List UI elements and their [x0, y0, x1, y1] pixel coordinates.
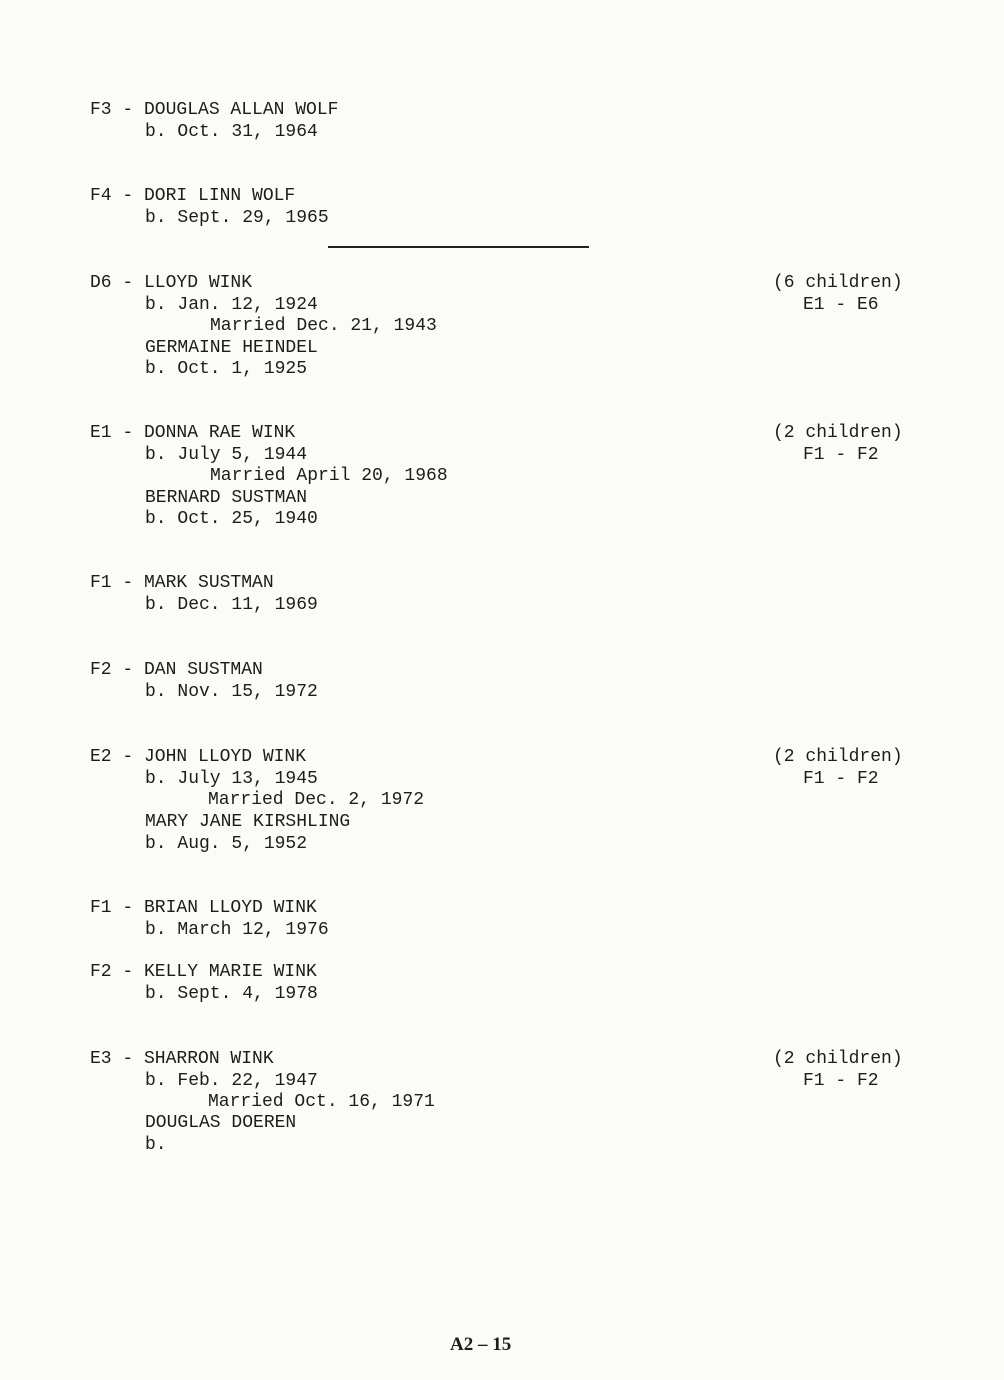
text-line: b. Sept. 4, 1978: [145, 984, 318, 1004]
text-line: F2 - DAN SUSTMAN: [90, 660, 263, 680]
section-divider: [328, 246, 589, 248]
text-line: E1 - DONNA RAE WINK: [90, 423, 296, 443]
text-line: BERNARD SUSTMAN: [145, 488, 308, 508]
text-line: (6 children): [773, 273, 903, 293]
text-line: b. Jan. 12, 1924: [145, 295, 318, 315]
text-line: b.: [145, 1135, 167, 1155]
text-line: b. July 5, 1944: [145, 445, 308, 465]
text-line: b. Nov. 15, 1972: [145, 682, 318, 702]
text-line: F1 - BRIAN LLOYD WINK: [90, 898, 317, 918]
text-line: GERMAINE HEINDEL: [145, 338, 318, 358]
text-line: Married April 20, 1968: [210, 466, 448, 486]
text-line: E2 - JOHN LLOYD WINK: [90, 747, 307, 767]
text-line: (2 children): [773, 423, 903, 443]
text-line: E3 - SHARRON WINK: [90, 1049, 274, 1069]
text-line: F4 - DORI LINN WOLF: [90, 186, 296, 206]
text-line: b. Oct. 25, 1940: [145, 509, 318, 529]
text-line: E1 - E6: [803, 295, 879, 315]
text-line: F1 - F2: [803, 769, 879, 789]
text-line: (2 children): [773, 747, 903, 767]
text-line: D6 - LLOYD WINK: [90, 273, 253, 293]
text-line: b. March 12, 1976: [145, 920, 329, 940]
text-line: b. Sept. 29, 1965: [145, 208, 329, 228]
text-line: b. Oct. 1, 1925: [145, 359, 308, 379]
text-line: b. Feb. 22, 1947: [145, 1071, 318, 1091]
text-line: F1 - F2: [803, 445, 879, 465]
text-line: b. Oct. 31, 1964: [145, 122, 318, 142]
text-line: DOUGLAS DOEREN: [145, 1113, 297, 1133]
text-line: b. Aug. 5, 1952: [145, 834, 308, 854]
text-line: Married Dec. 2, 1972: [208, 790, 425, 810]
page-number: A2 – 15: [450, 1334, 512, 1355]
text-line: Married Oct. 16, 1971: [208, 1092, 435, 1112]
text-line: Married Dec. 21, 1943: [210, 316, 437, 336]
text-line: F2 - KELLY MARIE WINK: [90, 962, 317, 982]
text-line: F3 - DOUGLAS ALLAN WOLF: [90, 100, 339, 120]
text-line: F1 - MARK SUSTMAN: [90, 573, 274, 593]
text-line: (2 children): [773, 1049, 903, 1069]
text-line: b. Dec. 11, 1969: [145, 595, 318, 615]
text-line: F1 - F2: [803, 1071, 879, 1091]
text-line: MARY JANE KIRSHLING: [145, 812, 351, 832]
text-line: b. July 13, 1945: [145, 769, 318, 789]
